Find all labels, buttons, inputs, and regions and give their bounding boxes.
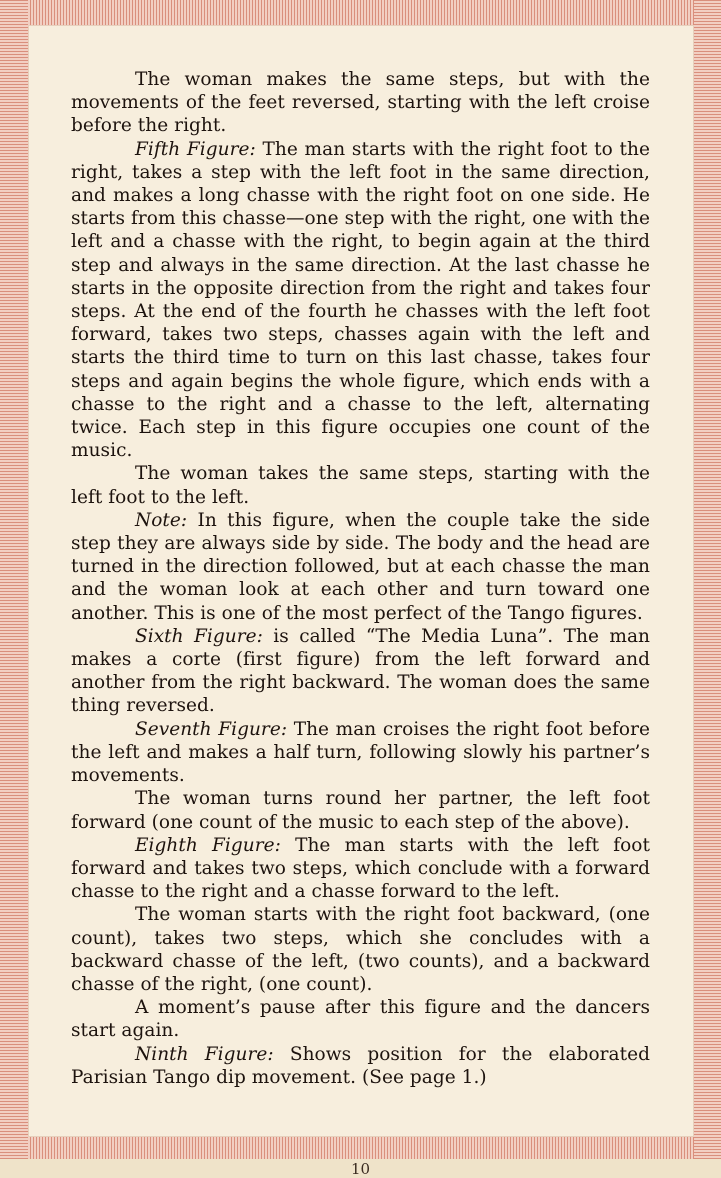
paragraph <box>71 834 650 904</box>
paragraph-text: Shows position for the elaborated Parisian Tango dip movement. (See page 1.) <box>71 1043 650 1088</box>
paragraph-text: is called “The Media Luna”. The man makes a corte (first figure) from the left forward and another from the right backward. The woman does the same thing reversed. <box>71 625 650 717</box>
paragraph <box>71 138 650 463</box>
paragraph <box>71 903 650 996</box>
paragraph <box>71 787 650 833</box>
page-border-right <box>694 0 721 1159</box>
paragraph-text: The woman turns round her partner, the left foot forward (one count of the music to each step of the above). <box>71 788 650 833</box>
paragraph-text: In this figure, when the couple take the side step they are always side by side. The body and the head are turned in the direction followed, but at each chasse the man and the woman look at each other and turn toward one another. This is one of the most perfect of the Tango figures. <box>71 509 650 624</box>
paragraph-text: The man starts with the left foot forward and takes two steps, which conclude with a forward chasse to the right and a chasse forward to the left. <box>71 834 650 903</box>
page-border-left <box>0 0 28 1159</box>
paragraph <box>71 462 650 508</box>
figure-lead: Seventh Figure: <box>135 718 288 740</box>
figure-lead: Eighth Figure: <box>135 834 281 856</box>
paragraph <box>71 509 650 625</box>
page-border-top <box>0 0 721 25</box>
figure-lead: Fifth Figure: <box>135 138 256 160</box>
paragraph <box>71 625 650 718</box>
page-border-bottom <box>0 1137 721 1159</box>
paragraph-text: A moment’s pause after this figure and the dancers start again. <box>71 997 650 1042</box>
page-number: 10 <box>350 1160 371 1178</box>
paragraph-text: The woman takes the same steps, starting with the left foot to the left. <box>71 463 650 508</box>
paragraph <box>71 68 650 138</box>
figure-lead: Ninth Figure: <box>135 1043 274 1065</box>
paragraph-text: The woman makes the same steps, but with the movements of the feet reversed, starting with the left croise before the right. <box>71 69 650 137</box>
paragraph <box>71 1043 650 1089</box>
paragraph-text: The woman starts with the right foot backward, (one count), takes two steps, which she concludes with a backward chasse of the left, (two counts), and a backward chasse of the right, (one count). <box>71 904 650 995</box>
paragraph-text: The man croises the right foot before the left and makes a half turn, following slowly his partner’s movements. <box>71 718 650 787</box>
paragraph-text: The man starts with the right foot to the right, takes a step with the left foot in the same direction, and makes a long chasse with the right foot on one side. He starts from this chasse—one step with the right, one with the left and a chasse with the right, to begin again at the third step and always in the same direction. At the last chasse he starts in the opposite direction from the right and takes four steps. At the end of the fourth he chasses with the left foot forward, takes two steps, chasses again with the left and starts the third time to turn on this last chasse, takes four steps and again begins the whole figure, which ends with a chasse to the right and a chasse to the left, alternating twice. Each step in this figure occupies one count of the music. <box>71 138 650 462</box>
figure-lead: Sixth Figure: <box>135 625 263 647</box>
figure-lead: Note: <box>135 509 188 531</box>
paragraph <box>71 718 650 788</box>
paragraph <box>71 996 650 1042</box>
document-body <box>71 68 650 1089</box>
